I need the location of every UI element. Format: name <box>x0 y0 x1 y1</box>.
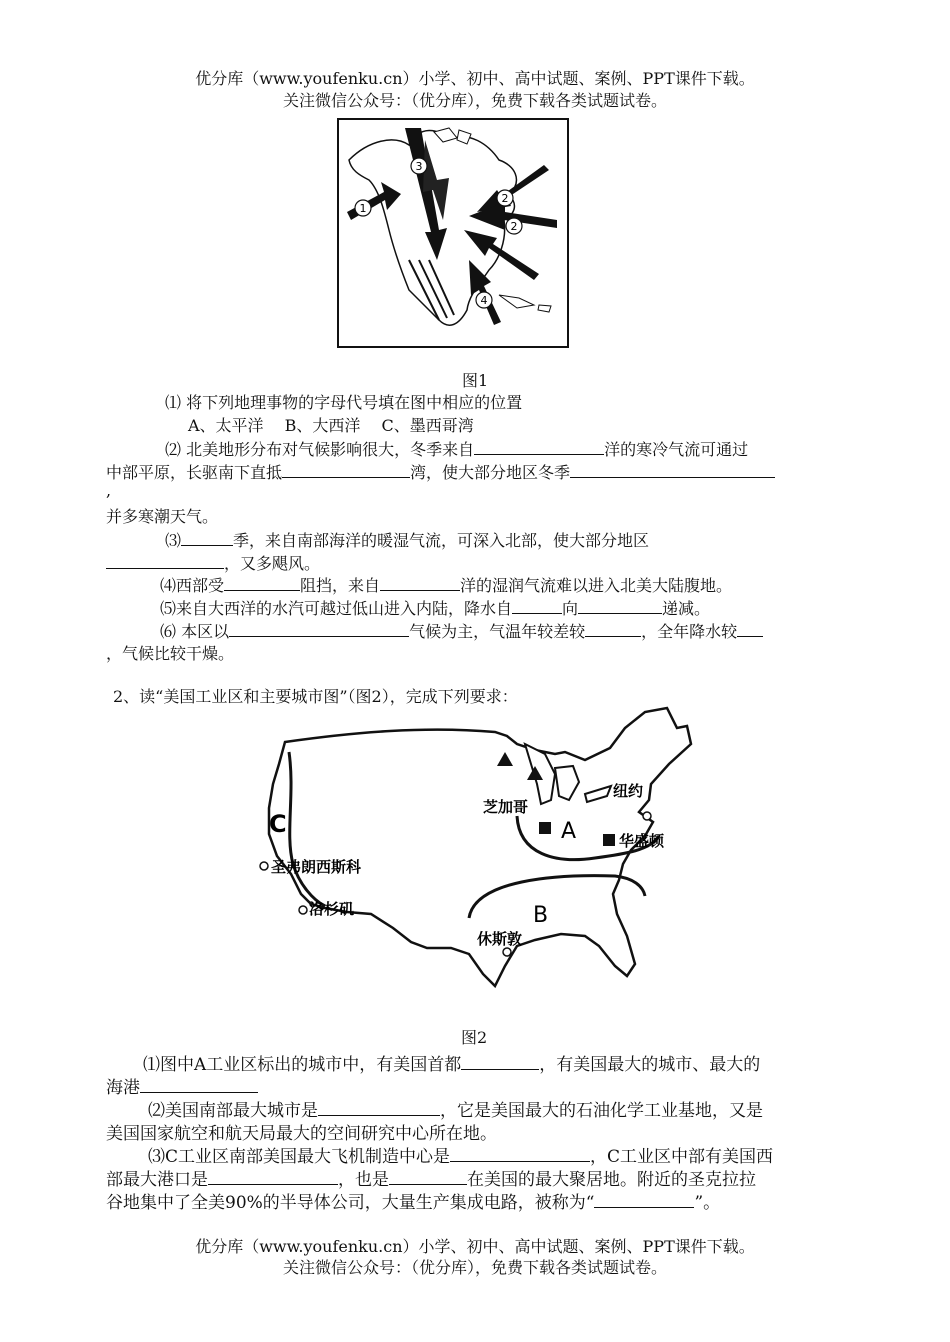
marker-2-upper <box>497 190 513 206</box>
answer-blank[interactable] <box>318 1097 440 1116</box>
figure-1-map <box>337 118 569 348</box>
city-los-angeles: 洛杉矶 <box>309 900 355 918</box>
q1-item-4: ⑷西部受 阻挡，来自 洋的湿润气流难以进入北美大陆腹地。 <box>160 572 732 596</box>
q2-item-1-line-2: 海港 <box>106 1073 258 1098</box>
city-houston: 休斯敦 <box>477 930 523 948</box>
marker-1 <box>355 200 371 216</box>
region-label-a: A <box>561 819 577 844</box>
q1-options: A、太平洋 B、大西洋 C、墨西哥湾 <box>188 416 474 435</box>
region-label-c: C <box>269 810 287 838</box>
answer-blank[interactable] <box>224 572 300 591</box>
city-dot <box>260 862 268 870</box>
marker-3 <box>411 158 427 174</box>
square-marker <box>539 822 551 834</box>
q1-item-5: ⑸来自大西洋的水汽可越过低山进入内陆，降水自 向 递减。 <box>160 595 710 619</box>
q1-item-1: ⑴ 将下列地理事物的字母代号填在图中相应的位置 <box>165 393 523 412</box>
header-line-1: 优分库（www.youfenku.cn）小学、初中、高中试题、案例、PPT课件下载。 <box>195 69 755 88</box>
q1-item-3-line-1: ⑶ 季，来自南部海洋的暖湿气流，可深入北部，使大部分地区 <box>165 527 649 551</box>
square-marker <box>603 834 615 846</box>
answer-blank[interactable] <box>140 1074 258 1093</box>
q2-item-2-line-1: ⑵美国南部最大城市是 ，它是美国最大的石油化学工业基地，又是 <box>148 1096 763 1121</box>
header-line-2: 关注微信公众号：（优分库），免费下载各类试题试卷。 <box>282 91 667 110</box>
q1-item-6-line-2: ，气候比较干燥。 <box>106 644 235 663</box>
figure-1-caption: 图1 <box>462 371 489 390</box>
answer-blank[interactable] <box>512 595 562 614</box>
q1-item-2-line-3: 并多寒潮天气。 <box>106 507 219 526</box>
city-washington: 华盛顿 <box>619 832 665 850</box>
answer-blank[interactable] <box>461 1051 539 1070</box>
answer-blank[interactable] <box>106 550 224 569</box>
svg-text:1: 1 <box>359 202 367 215</box>
q2-item-2-line-2: 美国国家航空和航天局最大的空间研究中心所在地。 <box>106 1124 497 1144</box>
q2-item-3-line-2: 部最大港口是 ，也是 在美国的最大聚居地。附近的圣克拉拉 <box>106 1165 756 1190</box>
figure-2-map <box>255 704 700 1010</box>
answer-blank[interactable] <box>737 618 763 637</box>
answer-blank[interactable] <box>570 459 775 478</box>
city-new-york: 纽约 <box>613 782 644 800</box>
q1-item-2-line-1: ⑵ 北美地形分布对气候影响很大，冬季来自 洋的寒冷气流可通过 <box>165 436 748 460</box>
region-label-b: B <box>533 903 549 928</box>
answer-blank[interactable] <box>229 618 409 637</box>
city-dot <box>299 906 307 914</box>
q2-title: 2、读“美国工业区和主要城市图”（图2），完成下列要求： <box>113 687 518 706</box>
q1-item-2-comma: , <box>106 481 112 500</box>
answer-blank[interactable] <box>380 572 460 591</box>
caribbean-island <box>538 305 551 312</box>
q2-item-3-line-3: 谷地集中了全美90%的半导体公司，大量生产集成电路，被称为“ ”。 <box>106 1188 720 1213</box>
caribbean-island <box>499 295 534 308</box>
answer-blank[interactable] <box>389 1166 467 1185</box>
svg-text:4: 4 <box>480 294 488 307</box>
answer-blank[interactable] <box>578 595 662 614</box>
q2-item-3-line-1: ⑶C工业区南部美国最大飞机制造中心是 ，C工业区中部有美国西 <box>148 1142 773 1167</box>
us-industrial-map <box>255 704 700 1010</box>
answer-blank[interactable] <box>208 1166 338 1185</box>
city-dot <box>643 812 651 820</box>
city-chicago: 芝加哥 <box>483 798 529 816</box>
svg-text:2: 2 <box>501 192 509 205</box>
footer-line-1: 优分库（www.youfenku.cn）小学、初中、高中试题、案例、PPT课件下载。 <box>195 1237 755 1256</box>
figure-2-caption: 图2 <box>461 1028 488 1047</box>
north-america-map <box>339 120 567 346</box>
city-dot <box>503 948 511 956</box>
answer-blank[interactable] <box>474 436 604 455</box>
q1-item-6-line-1: ⑹ 本区以 气候为主，气温年较差较 ，全年降水较 <box>160 618 763 642</box>
answer-blank[interactable] <box>181 527 233 546</box>
city-san-francisco: 圣弗朗西斯科 <box>271 858 362 876</box>
answer-blank[interactable] <box>594 1189 694 1208</box>
marker-4 <box>476 292 492 308</box>
svg-text:3: 3 <box>415 160 423 173</box>
footer-line-2: 关注微信公众号：（优分库），免费下载各类试题试卷。 <box>282 1258 667 1277</box>
answer-blank[interactable] <box>282 459 410 478</box>
svg-text:2: 2 <box>510 220 518 233</box>
q1-item-3-line-2: ，又多飓风。 <box>106 550 320 574</box>
q2-item-1-line-1: ⑴图中A工业区标出的城市中，有美国首都 ，有美国最大的城市、最大的 <box>143 1050 760 1075</box>
answer-blank[interactable] <box>585 618 641 637</box>
marker-2-lower <box>506 218 522 234</box>
q1-item-2-line-2: 中部平原，长驱南下直抵 湾，使大部分地区冬季 <box>106 459 775 483</box>
answer-blank[interactable] <box>450 1143 590 1162</box>
